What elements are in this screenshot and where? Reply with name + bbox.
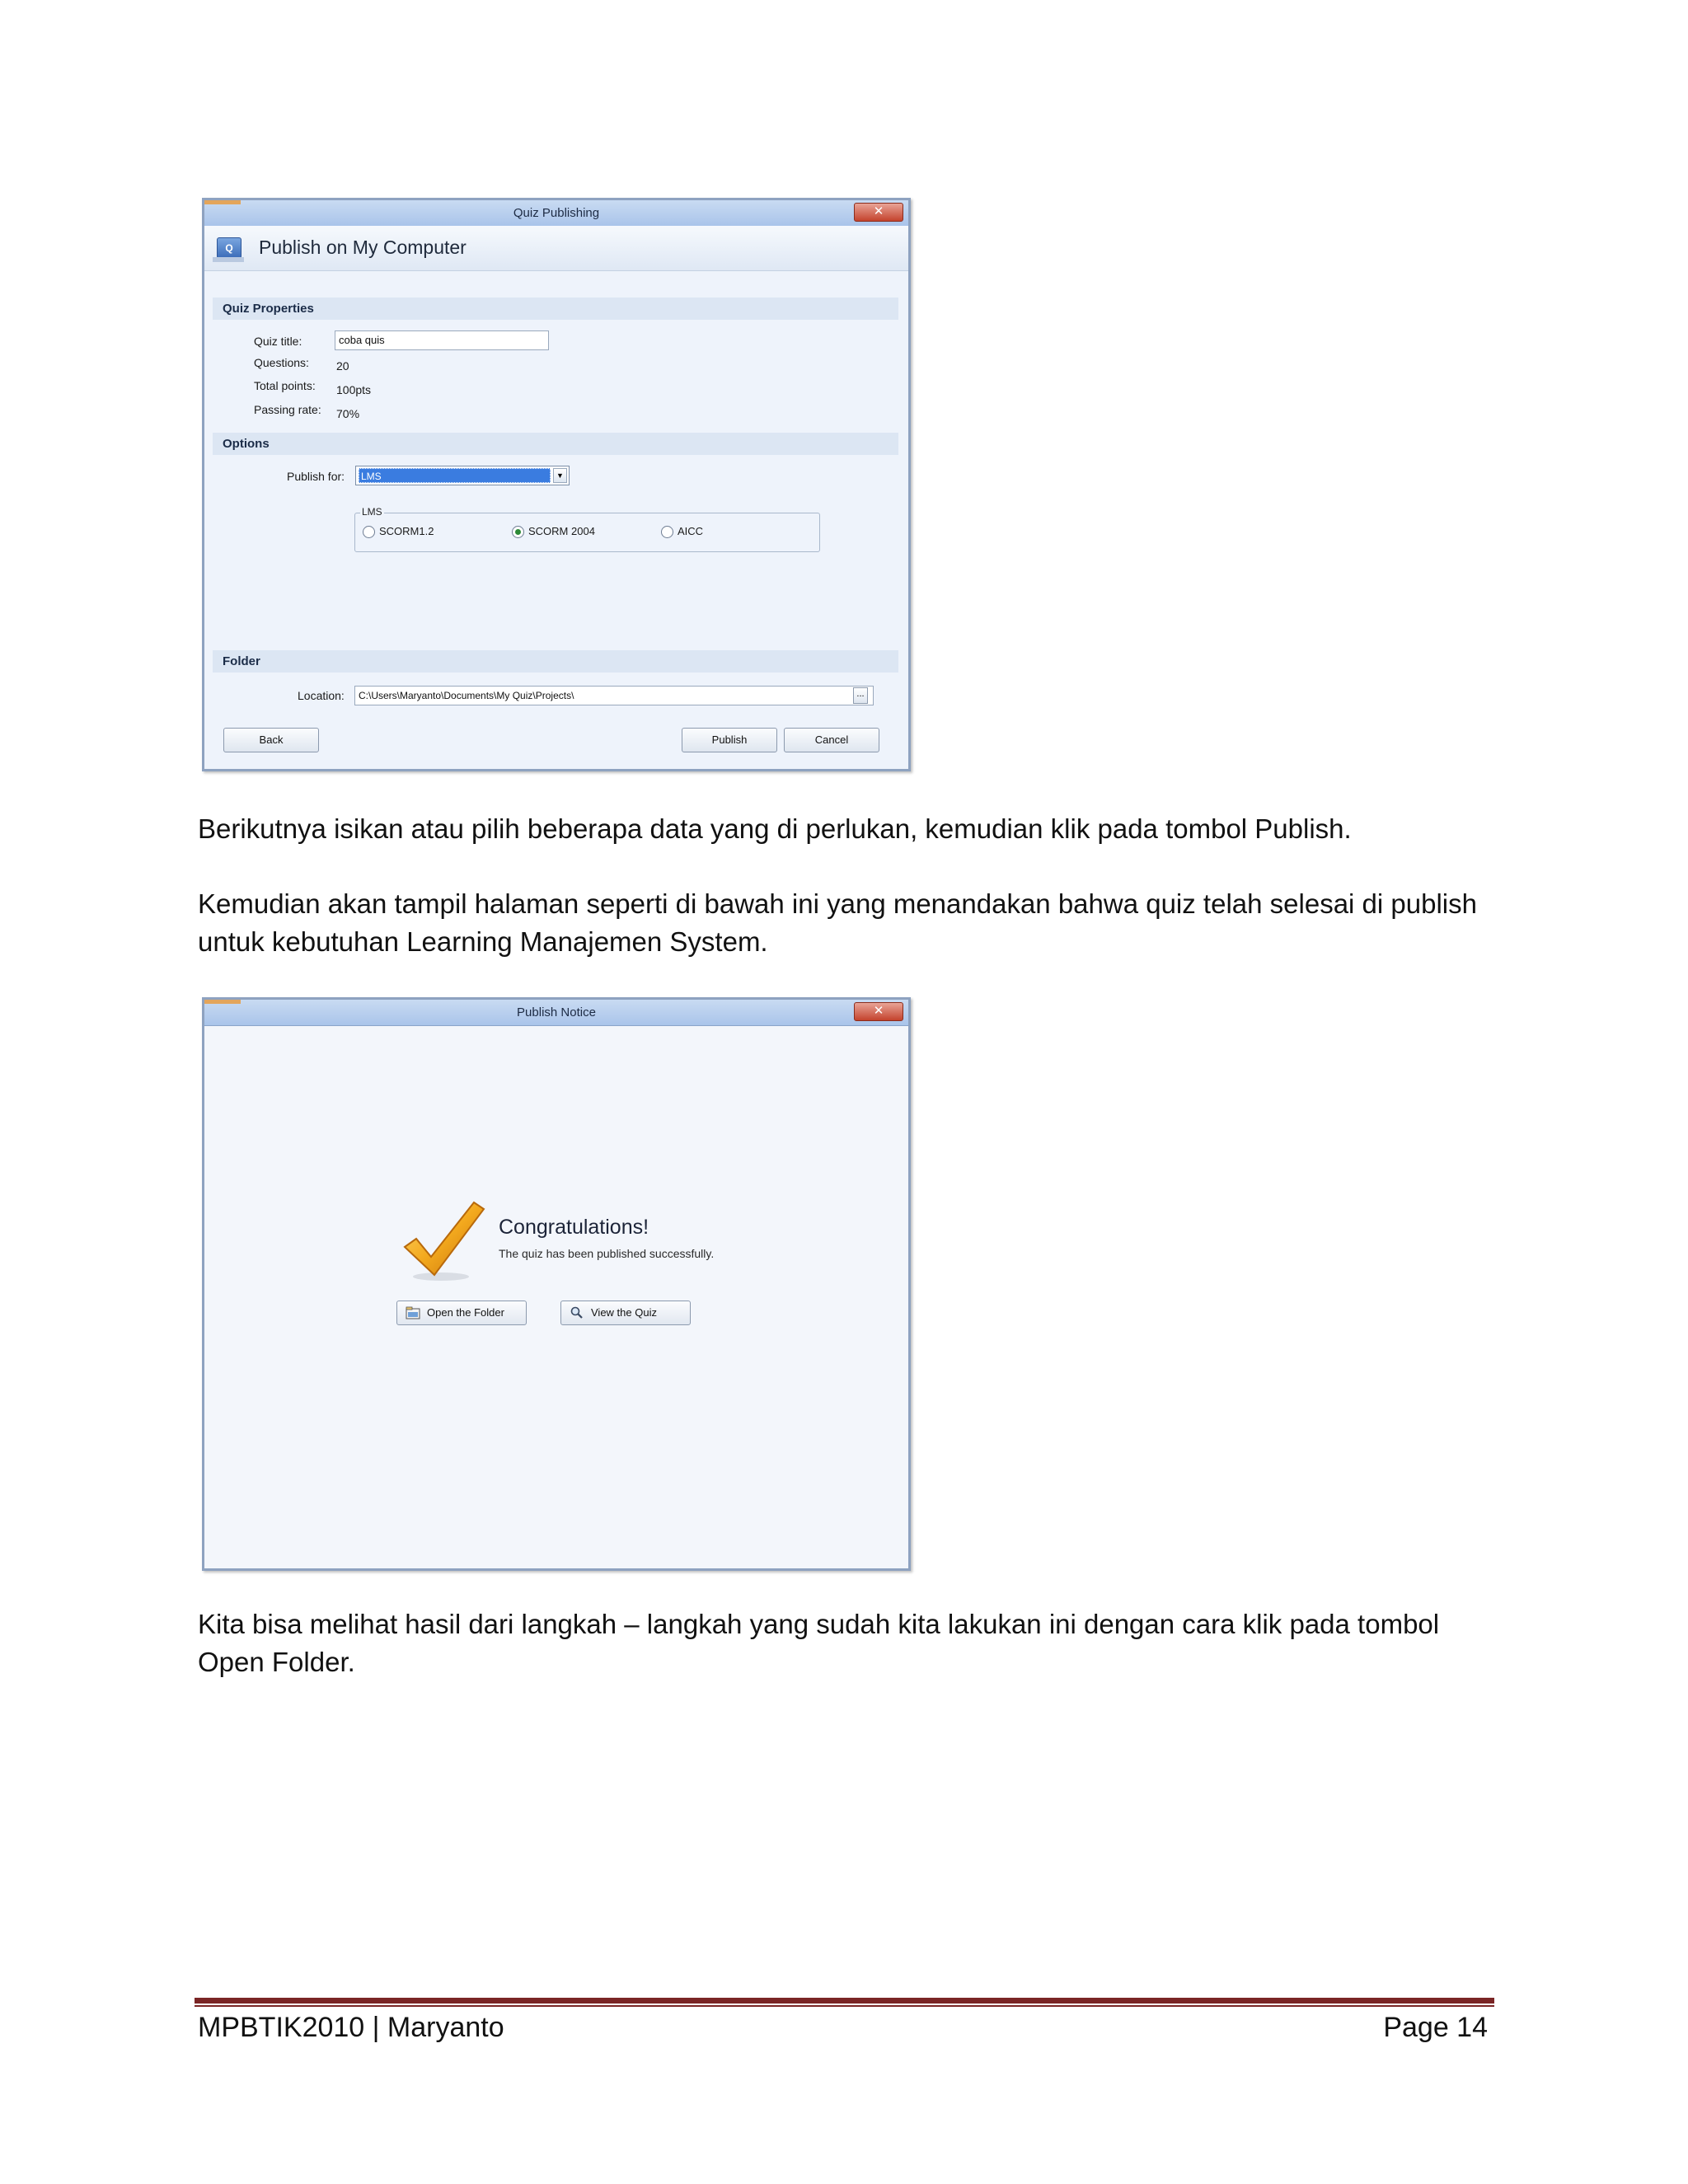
magnifier-icon bbox=[570, 1306, 584, 1319]
questions-value: 20 bbox=[336, 359, 349, 373]
title-bar[interactable] bbox=[204, 200, 908, 227]
passing-rate-value: 70% bbox=[336, 407, 360, 420]
quiz-title-input[interactable]: coba quis bbox=[335, 330, 549, 350]
publish-for-select[interactable] bbox=[355, 466, 570, 485]
open-folder-button[interactable] bbox=[396, 1301, 527, 1325]
footer-author: MPBTIK2010 | Maryanto bbox=[198, 2012, 504, 2043]
radio-scorm2004[interactable] bbox=[512, 526, 524, 538]
section-options: Options bbox=[213, 433, 898, 455]
passing-rate-label: Passing rate: bbox=[254, 403, 321, 416]
footer-rule-thin bbox=[195, 2005, 1494, 2007]
browse-button[interactable]: ... bbox=[853, 687, 868, 704]
cancel-button[interactable]: Cancel bbox=[784, 728, 879, 752]
computer-base-icon bbox=[213, 257, 244, 262]
radio-aicc[interactable] bbox=[661, 526, 673, 538]
paragraph-open-folder: Kita bisa melihat hasil dari langkah – langkah yang sudah kita lakukan ini dengan cara klik pada tombol Open Folder. bbox=[198, 1609, 1440, 1677]
location-input[interactable]: C:\Users\Maryanto\Documents\My Quiz\Projects\ bbox=[354, 686, 874, 705]
section-folder: Folder bbox=[213, 650, 898, 673]
total-points-value: 100pts bbox=[336, 383, 372, 396]
section-quiz-properties: Quiz Properties bbox=[213, 298, 898, 320]
location-label: Location: bbox=[298, 689, 345, 702]
open-folder-label: Open the Folder bbox=[427, 1306, 504, 1319]
lms-group-label: LMS bbox=[362, 506, 382, 518]
title-accent bbox=[204, 200, 241, 204]
title-bar[interactable] bbox=[204, 1000, 908, 1026]
view-quiz-button[interactable] bbox=[560, 1301, 691, 1325]
quiz-publishing-dialog bbox=[202, 198, 911, 771]
view-quiz-label: View the Quiz bbox=[591, 1306, 657, 1319]
close-button[interactable]: ✕ bbox=[854, 1002, 903, 1021]
folder-icon bbox=[406, 1306, 420, 1319]
questions-label: Questions: bbox=[254, 356, 309, 369]
header-title: Publish on My Computer bbox=[259, 237, 467, 258]
page-number: Page 14 bbox=[1383, 2012, 1488, 2043]
chevron-down-icon[interactable]: ▼ bbox=[553, 468, 567, 483]
quiz-app-icon: Q bbox=[217, 237, 241, 259]
window-title: Publish Notice bbox=[517, 1005, 596, 1019]
paragraph-publish-result: Kemudian akan tampil halaman seperti di bawah ini yang menandakan bahwa quiz telah selesai di publish untuk kebutuhan Learning Manajemen System. bbox=[198, 888, 1477, 957]
total-points-label: Total points: bbox=[254, 379, 316, 392]
publish-notice-dialog bbox=[202, 997, 911, 1571]
radio-scorm12-label[interactable]: SCORM1.2 bbox=[379, 525, 434, 537]
radio-scorm12[interactable] bbox=[363, 526, 375, 538]
radio-aicc-label[interactable]: AICC bbox=[678, 525, 704, 537]
close-button[interactable]: ✕ bbox=[854, 203, 903, 222]
publish-for-label: Publish for: bbox=[287, 470, 345, 483]
window-title: Quiz Publishing bbox=[513, 206, 600, 220]
back-button[interactable]: Back bbox=[223, 728, 319, 752]
check-mark-icon bbox=[398, 1196, 489, 1286]
title-accent bbox=[204, 1000, 241, 1004]
footer-rule bbox=[195, 1998, 1494, 2004]
congratulations-heading: Congratulations! bbox=[499, 1216, 649, 1239]
radio-scorm2004-label[interactable]: SCORM 2004 bbox=[528, 525, 595, 537]
paragraph-instructions: Berikutnya isikan atau pilih beberapa data yang di perlukan, kemudian klik pada tombol Publish. bbox=[198, 813, 1352, 844]
publish-button[interactable]: Publish bbox=[682, 728, 777, 752]
success-message: The quiz has been published successfully. bbox=[499, 1247, 715, 1260]
lms-standard-group bbox=[354, 506, 820, 552]
publish-for-value: LMS bbox=[359, 468, 551, 483]
dialog-header bbox=[204, 226, 908, 271]
quiz-title-label: Quiz title: bbox=[254, 335, 302, 348]
